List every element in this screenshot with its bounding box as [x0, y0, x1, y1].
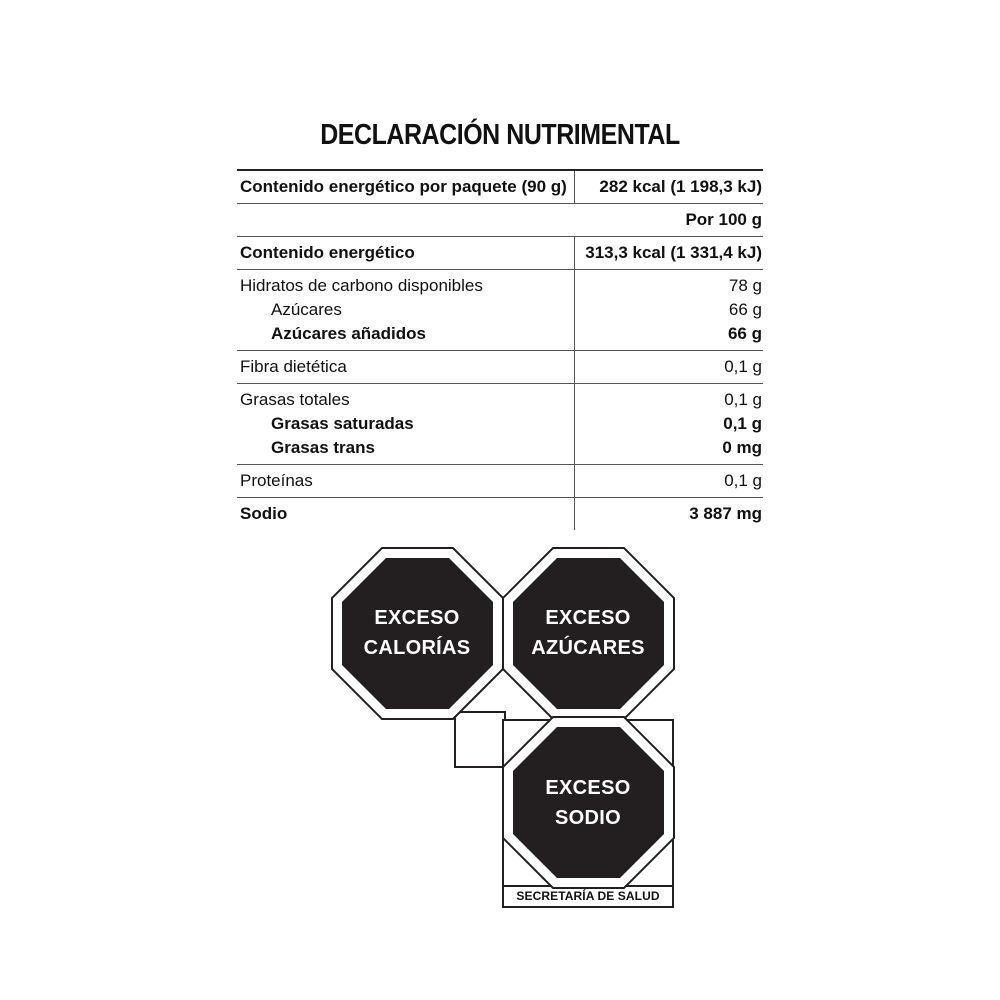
sodio-line1: EXCESO [545, 777, 631, 799]
trans-fat-value: 0 mg [722, 438, 762, 457]
secretaria-salud-caption: SECRETARÍA DE SALUD [516, 889, 660, 903]
energy-value: 313,3 kcal (1 331,4 kJ) [585, 243, 762, 262]
sodium-value: 3 887 mg [689, 504, 762, 523]
sugars-label: Azúcares [271, 300, 342, 319]
carbs-label: Hidratos de carbono disponibles [240, 276, 483, 295]
package-energy-label: Contenido energético por paquete (90 g) [237, 171, 575, 203]
carbs-value: 78 g [728, 276, 762, 295]
panel-title: DECLARACIÓN NUTRIMENTAL [320, 119, 680, 151]
protein-label: Proteínas [237, 465, 575, 497]
calorias-line1: EXCESO [374, 607, 460, 629]
azucares-seal-text [513, 603, 663, 663]
calorias-line2: CALORÍAS [363, 637, 471, 659]
sat-fat-label: Grasas saturadas [271, 414, 414, 433]
azucares-line1: EXCESO [545, 607, 631, 629]
seal-connector [455, 712, 505, 767]
fiber-value: 0,1 g [724, 357, 762, 376]
sodio-line2: SODIO [555, 807, 621, 829]
calorias-seal-text [342, 603, 492, 663]
package-energy-value: 282 kcal (1 198,3 kJ) [599, 177, 762, 196]
energy-label: Contenido energético [237, 237, 575, 269]
sugars-value: 66 g [728, 300, 762, 319]
trans-fat-label: Grasas trans [271, 438, 375, 457]
sat-fat-value: 0,1 g [723, 414, 762, 433]
azucares-line2: AZÚCARES [531, 637, 645, 659]
fat-label: Grasas totales [240, 390, 350, 409]
sodio-seal-text [513, 773, 663, 833]
protein-value: 0,1 g [724, 471, 762, 490]
per-100g-header: Por 100 g [685, 210, 762, 229]
sodium-label: Sodio [237, 498, 575, 530]
fiber-label: Fibra dietética [237, 351, 575, 383]
added-sugars-label: Azúcares añadidos [271, 324, 426, 343]
added-sugars-value: 66 g [727, 324, 762, 343]
fat-value: 0,1 g [724, 390, 762, 409]
